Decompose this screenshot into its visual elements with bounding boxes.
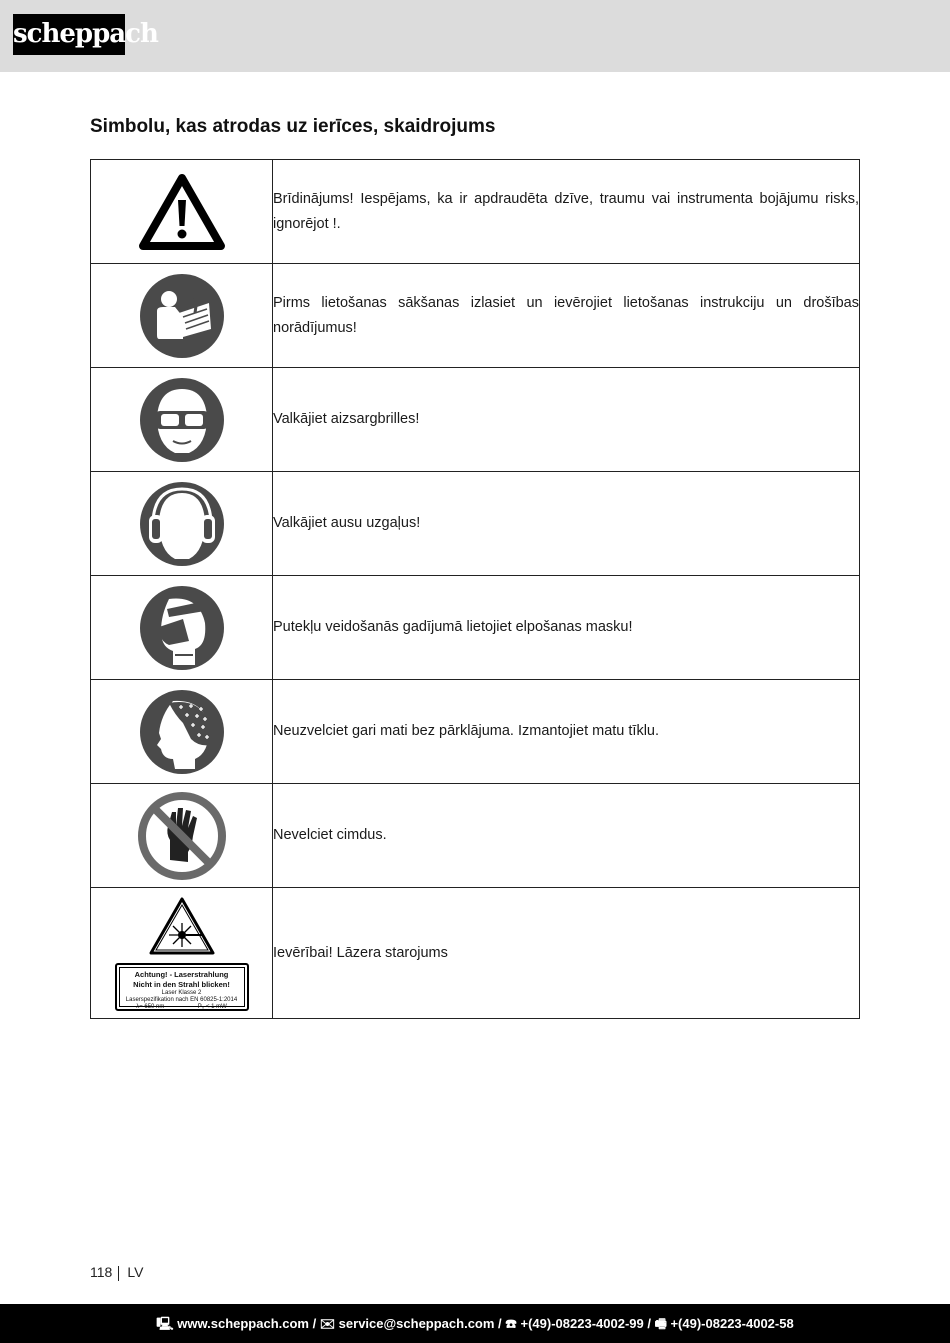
hair-net-icon [139,689,225,775]
page-number [90,1264,143,1281]
laser-label-power: P₀ < 1 mW [197,1004,227,1010]
symbol-description: Brīdinājums! Iespējams, ka ir apdraudēta dzīve, traumu vai instrumenta bojājumu risks, ignorējot !. [273,160,860,264]
laser-label-line3: Laser Klasse 2 [161,990,202,996]
laser-warning-icon [147,895,217,957]
symbol-description: Pirms lietošanas sākšanas izlasiet un ievērojiet lietošanas instrukciju un drošības norādījumus! [273,264,860,368]
table-row [91,472,860,576]
laser-label-line4: Laserspezifikation nach EN 60825-1:2014 [125,997,238,1003]
footer-phone: +(49)-08223-4002-99 [520,1316,644,1331]
symbol-description: Ievērībai! Lāzera starojums [273,888,860,1019]
table-row [91,160,860,264]
table-row [91,576,860,680]
laser-label-line1: Achtung! - Laserstrahlung [134,970,229,979]
ear-protection-icon [139,481,225,567]
no-gloves-icon [136,790,228,882]
symbols-table [90,159,860,1019]
laser-info-label [115,963,249,1011]
table-row [91,368,860,472]
fax-icon: 🖷 [654,1316,671,1331]
scheppach-logo: scheppach [13,14,125,55]
table-row [91,680,860,784]
page-header [0,0,950,72]
phone-icon: ☎ [505,1316,521,1331]
warning-triangle-icon [137,172,227,252]
symbol-description: Valkājiet aizsargbrilles! [273,368,860,472]
table-row [91,888,860,1019]
page-number-value: 118 [90,1264,113,1280]
footer-website: www.scheppach.com [177,1316,309,1331]
symbol-description: Neuzvelciet gari mati bez pārklājuma. Izmantojiet matu tīklu. [273,680,860,784]
read-manual-icon [139,273,225,359]
footer-fax: +(49)-08223-4002-58 [670,1316,794,1331]
laser-label-line2: Nicht in den Strahl blicken! [133,980,230,989]
footer-email: service@scheppach.com [338,1316,495,1331]
respirator-mask-icon [139,585,225,671]
page-footer: 🖳 www.scheppach.com / ✉ service@scheppach.com / ☎ +(49)-08223-4002-99 / 🖷 +(49)-08223-4002-58 [0,1304,950,1343]
table-row [91,784,860,888]
page-title: Simbolu, kas atrodas uz ierīces, skaidrojums [90,116,496,137]
mail-icon: ✉ [319,1316,339,1331]
symbol-description: Putekļu veidošanās gadījumā lietojiet elpošanas masku! [273,576,860,680]
safety-goggles-icon [139,377,225,463]
monitor-icon: 🖳 [156,1316,178,1331]
table-row [91,264,860,368]
laser-label-wavelength: λ= 650 nm [136,1004,165,1010]
symbol-description: Valkājiet ausu uzgaļus! [273,472,860,576]
page-language: LV [127,1264,144,1280]
page-number-divider [118,1266,119,1281]
symbol-description: Nevelciet cimdus. [273,784,860,888]
